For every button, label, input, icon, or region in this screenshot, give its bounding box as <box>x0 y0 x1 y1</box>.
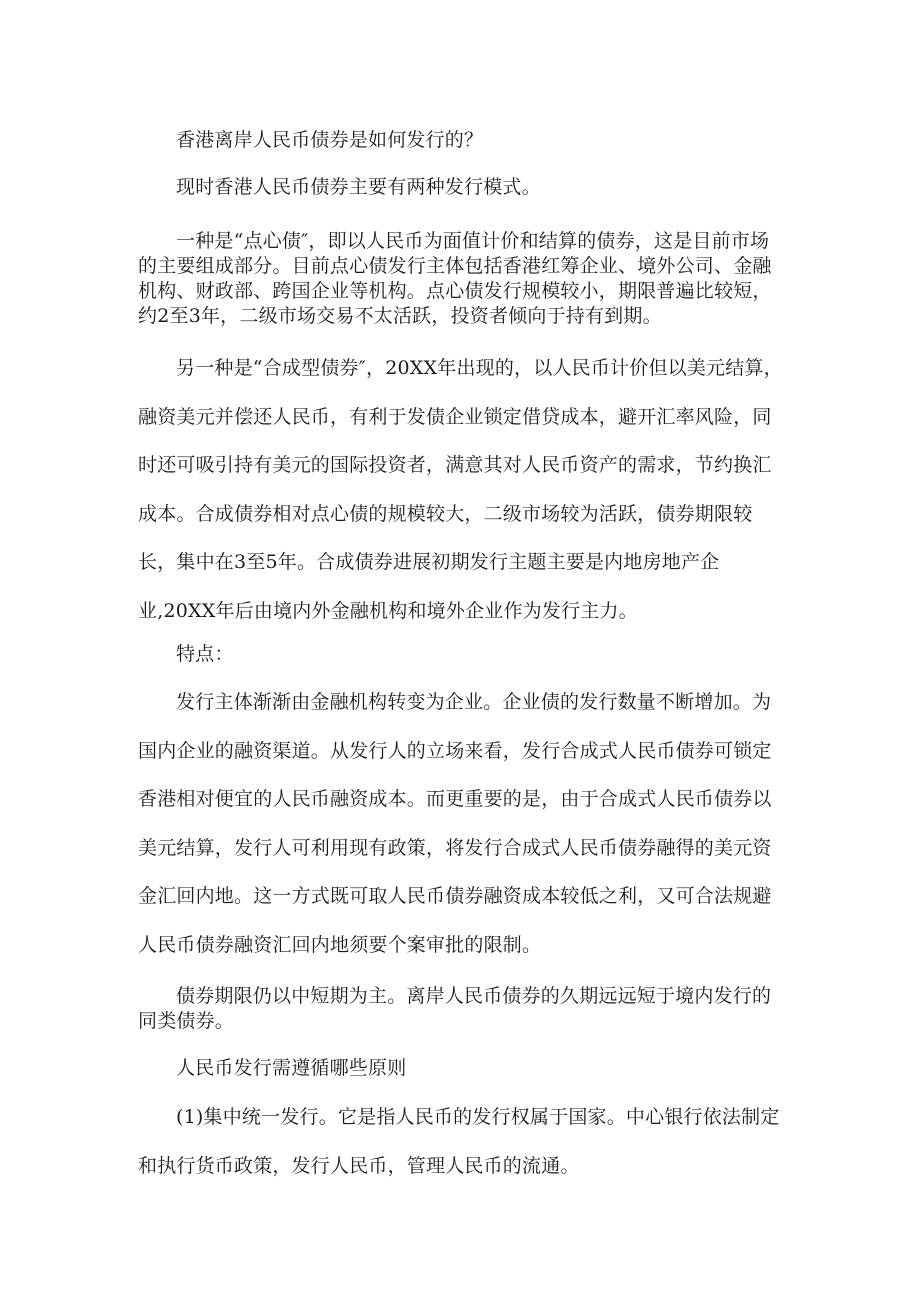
principles-heading: 人民币发行需遵循哪些原则 <box>176 1057 407 1079</box>
paragraph-principle-1: (1)集中统一发行。它是指人民币的发行权属于国家。中心银行依法制定和执行货币政策，发行人民币，管理人民币的流通。 <box>138 1106 780 1177</box>
paragraph-synthetic-bond: 另一种是“合成型债券″，20XX年出现的，以人民币计价但以美元结算，融资美元并偿还人民币，有利于发债企业锁定借贷成本，避开汇率风险，同时还可吸引持有美元的国际投资者，满意其对人民币资产的需求，节约换汇成本。合成债券相对点心债的规模较大，二级市场较为活跃，债券期限较长，集中在3至5年。合成债券进展初期发行主题主要是内地房地产企业,20XX年后由境内外金融机构和境外企业作为发行主力。 <box>138 357 783 622</box>
features-heading: 特点： <box>176 643 234 665</box>
paragraph-issuance-modes: 现时香港人民币债券主要有两种发行模式。 <box>176 176 541 198</box>
paragraph-dim-sum-bond: 一种是“点心债″，即以人民币为面值计价和结算的债券，这是目前市场的主要组成部分。目前点心债发行主体包括香港红筹企业、境外公司、金融机构、财政部、跨国企业等机构。点心债发行规模较小，期限普遍比较短，约2至3年，二级市场交易不太活跃，投资者倾向于持有到期。 <box>138 230 772 327</box>
paragraph-bond-term: 债券期限仍以中短期为主。离岸人民币债券的久期远远短于境内发行的同类债券。 <box>138 985 772 1032</box>
question-heading: 香港离岸人民币债券是如何发行的？ <box>176 129 484 151</box>
paragraph-issuer-shift: 发行主体渐渐由金融机构转变为企业。企业债的发行数量不断增加。为国内企业的融资渠道。从发行人的立场来看，发行合成式人民币债券可锁定香港相对便宜的人民币融资成本。而更重要的是，由于合成式人民币债券以美元结算，发行人可利用现有政策，将发行合成式人民币债券融得的美元资金汇回内地。这一方式既可取人民币债券融资成本较低之利，又可合法规避人民币债券融资汇回内地须要个案审批的限制。 <box>138 691 772 956</box>
